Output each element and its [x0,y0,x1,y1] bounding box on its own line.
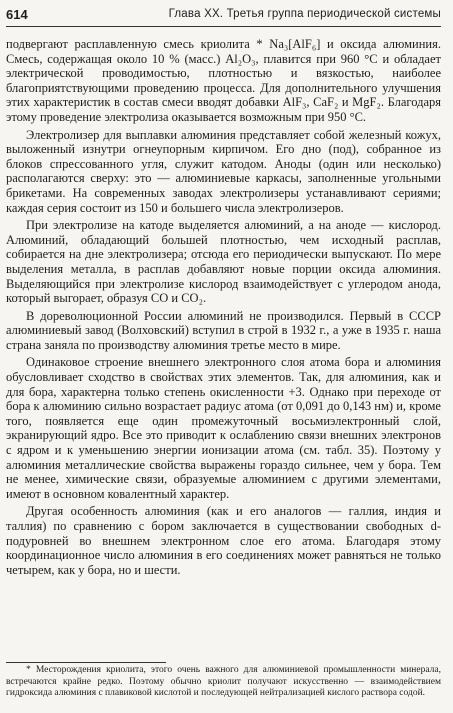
paragraph: Одинаковое строение внешнего электронного слоя атома бора и алюминия обусловливает сходство в свойствах этих элементов. Так, для алюминия, как и для бора, характерна только степень окисленности +3. Однако при переходе от бора к алюминию сильно возрастает радиус атома (от 0,091 до 0,143 нм) и, кроме того, появляется еще один промежуточный восьмиэлектронный слой, экранирующий ядро. Все это приводит к ослаблению связи внешних электронов с ядром и к уменьшению энергии ионизации атома (см. табл. 35). Поэтому у алюминия металлические свойства выражены гораздо сильнее, чем у бора. Тем не менее, химические связи, образуемые алюминием с другими элементами, имеют в основном ковалентный характер. [6,355,441,501]
footnote-divider [6,662,166,663]
page-header [6,6,441,27]
main-text [6,37,441,580]
paragraph: Электролизер для выплавки алюминия представляет собой железный кожух, выложенный изнутри огнеупорным кирпичом. Его дно (под), собранное из блоков спрессованного угля, служит катодом. Аноды (один или несколько) располагаются сверху: это — алюминиевые каркасы, заполненные угольными брикетами. На современных заводах электролизеры устанавливают сериями; каждая серия состоит из 150 и большего числа электролизеров. [6,127,441,215]
paragraph: В дореволюционной России алюминий не производился. Первый в СССР алюминиевый завод (Волховский) вступил в строй в 1932 г., а уже в 1935 г. наша страна заняла по производству алюминия третье место в мире. [6,308,441,352]
page-number: 614 [6,7,28,22]
footnote-text: * Месторождения криолита, этого очень важного для алюминиевой промышленности минерала, встречаются крайне редко. Поэтому обычно криолит получают искусственно — взаимодействием гидроксида алюминия с плавиковой кислотой и последующей нейтрализацией кислого раствора содой. [6,665,441,698]
running-title: Глава XX. Третья группа периодической системы [168,8,441,20]
footnote [6,665,441,700]
paragraph: подвергают расплавленную смесь криолита * Na₃[AlF₆] и оксида алюминия. Смесь, содержащая около 10 % (масс.) Al₂O₃, плавится при 960 °C и обладает электрической проводимостью, плотностью и вязкостью, наиболее благоприятствующими проведению процесса. Для дополнительного улучшения этих характеристик в состав смеси вводят добавки AlF₃, CaF₂ и MgF₂. Благодаря этому проведение электролиза оказывается возможным при 950 °C. [6,37,441,124]
paragraph: При электролизе на катоде выделяется алюминий, а на аноде — кислород. Алюминий, обладающий большей плотностью, чем исходный расплав, собирается на дне электролизера; отсюда его периодически выпускают. По мере выделения металла, в расплав добавляют новые порции оксида алюминия. Выделяющийся при электролизе кислород взаимодействует с углеродом анода, который выгорает, образуя CO и CO₂. [6,218,441,306]
paragraph: Другая особенность алюминия (как и его аналогов — галлия, индия и таллия) по сравнению с бором заключается в существовании свободных d-подуровней во внешнем электронном слое его атома. Благодаря этому координационное число алюминия в его соединениях может равняться не только четырем, как у бора, но и шести. [6,504,441,577]
